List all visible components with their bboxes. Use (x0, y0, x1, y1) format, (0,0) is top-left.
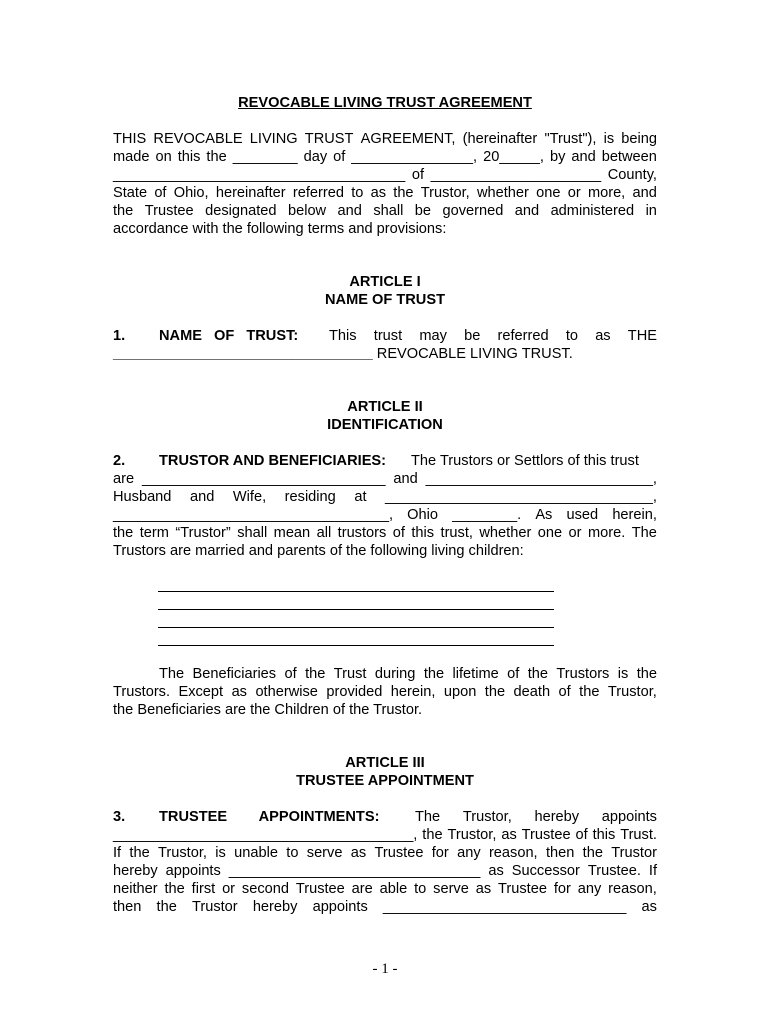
intro-line-2-word: between (601, 149, 657, 165)
article-2-line-4 (113, 506, 657, 524)
beneficiaries-line-1-word: the (527, 666, 548, 682)
intro-line-1-word: (hereinafter (462, 131, 538, 147)
article-3-line-3-word: any (457, 845, 481, 861)
article-1-line-2 (113, 345, 573, 363)
article-1-label: NAME OF TRUST: (159, 328, 299, 344)
article-2-line-3 (113, 488, 657, 506)
article-2-line-4-word: used (566, 507, 599, 523)
article-3-line-2-word: the (422, 827, 443, 843)
beneficiaries-line-1-word: Beneficiaries (192, 666, 277, 682)
article-2-line-3-word: Wife, (232, 489, 267, 505)
beneficiaries-line-2-word: the (579, 684, 600, 700)
article-3-line-6-word: ______________________________ (382, 899, 627, 915)
intro-line-5-word: be (414, 203, 432, 219)
article-3-line-6-word: as (641, 899, 657, 915)
article-2-line-1: The Trustors or Settlors of this trust (411, 453, 639, 469)
intro-line-5-word: the (113, 203, 134, 219)
beneficiaries-line-1-word: the (305, 666, 326, 682)
intro-line-1-word: TRUST (304, 131, 354, 147)
article-3-line-5-word: as (475, 881, 492, 897)
article-3-line-5-word: for (553, 881, 571, 897)
article-3-line-1 (415, 808, 657, 826)
article-3-line-3-word: Trustee (374, 845, 424, 861)
article-1-line-1 (329, 327, 657, 345)
beneficiaries-line-2-word: otherwise (255, 684, 318, 700)
article-3-line-3-word: serve (306, 845, 343, 861)
beneficiaries-line-1-word: The (159, 666, 185, 682)
child-name-blank-1 (158, 591, 554, 592)
article-1-line-1-word: THE (627, 328, 657, 344)
intro-line-1-word: REVOCABLE (153, 131, 243, 147)
trust-name-blank: ________________________________ (113, 346, 373, 362)
article-3-line-5-word: reason, (608, 881, 657, 897)
article-2-line-5-word: or (568, 525, 582, 541)
intro-line-2-word: this (177, 149, 201, 165)
article-3-number: 3. (113, 809, 126, 825)
article-2-line-5-word: “Trustor” (175, 525, 231, 541)
article-2-line-5-word: the (113, 525, 134, 541)
beneficiaries-line-2 (113, 683, 657, 701)
article-3-line-5-word: able (379, 881, 408, 897)
article-1-line-1-word: trust (373, 328, 403, 344)
intro-line-4-word: whether (476, 185, 529, 201)
article-1-line-1-word: to (565, 328, 578, 344)
article-2-line-3-word: and (189, 489, 215, 505)
beneficiaries-line-2-word: as (231, 684, 247, 700)
article-2-label: TRUSTOR AND BENEFICIARIES: (159, 453, 387, 469)
article-3-line-4-word: Successor (511, 863, 580, 879)
article-3-line-2-word: of (575, 827, 588, 843)
article-2-subheading: IDENTIFICATION (327, 417, 443, 433)
beneficiaries-line-2-word: provided (326, 684, 383, 700)
article-2-line-2-word: ______________________________ (142, 471, 386, 487)
article-3-line-5-word: first (191, 881, 216, 897)
article-3-subheading: TRUSTEE APPOINTMENT (296, 773, 474, 789)
article-1-number: 1. (113, 328, 126, 344)
article-2-line-5-word: term (139, 525, 169, 541)
article-1-line-1-word: This (329, 328, 357, 344)
article-3-line-3-word: If (113, 845, 122, 861)
intro-line-4-word: or (567, 185, 581, 201)
intro-line-3-word: _____________________ (430, 167, 602, 183)
article-3-line-4-word: hereby (113, 863, 158, 879)
article-3-line-4-word: If (648, 863, 657, 879)
intro-line-1-word: is (603, 131, 615, 147)
beneficiaries-line-2-word: Trustors. (113, 684, 171, 700)
beneficiaries-line-1-word: of (507, 666, 520, 682)
intro-line-5-word: shall (373, 203, 404, 219)
article-3-line-1-word: Trustor, (462, 809, 512, 825)
article-3-line-3-word: as (350, 845, 367, 861)
intro-line-5-word: and (337, 203, 362, 219)
beneficiaries-line-1-word: is (617, 666, 629, 682)
intro-line-2-word: and (571, 149, 596, 165)
article-3-line-2-word: Trustor, (447, 827, 497, 843)
article-3-line-5-word: neither (113, 881, 158, 897)
article-3-line-1-word: appoints (601, 809, 657, 825)
beneficiaries-line-2-word: the (484, 684, 506, 700)
beneficiaries-line-2-word: Except (178, 684, 224, 700)
article-3-line-4-word: appoints (165, 863, 221, 879)
article-1-subheading: NAME OF TRUST (325, 292, 445, 308)
article-3-line-5 (113, 880, 657, 898)
article-2-line-5-word: trust, (440, 525, 473, 541)
article-3-line-6-word: hereby (252, 899, 298, 915)
beneficiaries-line-1-word: lifetime (452, 666, 499, 682)
beneficiaries-line-1-word: during (374, 666, 416, 682)
article-2-line-4-word: herein, (612, 507, 657, 523)
intro-line-4-word: to (351, 185, 364, 201)
article-2-line-4-word: __________________________________, (113, 507, 394, 523)
article-3-line-2-word: this (592, 827, 616, 843)
article-3-line-2-word: as (501, 827, 517, 843)
article-2-line-5-word: shall (237, 525, 268, 541)
article-3-line-2-word: _____________________________________, (113, 827, 418, 843)
intro-line-4-word: hereinafter (215, 185, 286, 201)
article-3-line-3-word: for (431, 845, 449, 861)
intro-line-4-word: the (393, 185, 414, 201)
article-3-line-1-word: The (415, 809, 441, 825)
intro-line-2-word: by (549, 149, 566, 165)
article-2-line-5-word: more. (587, 525, 626, 541)
article-3-line-4-word: _______________________________ (228, 863, 481, 879)
intro-line-4-word: Ohio, (173, 185, 209, 201)
intro-line-5-word: administered (550, 203, 635, 219)
article-1-line-1-word: as (595, 328, 611, 344)
intro-line-1-word: "Trust"), (544, 131, 597, 147)
article-3-line-3-word: the (582, 845, 603, 861)
article-2-line-5 (113, 524, 657, 542)
intro-line-2-word: made (113, 149, 150, 165)
article-3-line-3-word: reason, (488, 845, 538, 861)
intro-line-1 (113, 130, 657, 148)
article-1-line-1-word: be (464, 328, 481, 344)
intro-line-2-word: 20_____, (483, 149, 544, 165)
article-3-line-5-word: the (164, 881, 185, 897)
beneficiaries-line-2-word: upon (443, 684, 477, 700)
article-3-line-4 (113, 862, 657, 880)
article-3-line-3-word: Trustor, (158, 845, 207, 861)
beneficiaries-line-1-word: of (284, 666, 297, 682)
beneficiaries-line-2-word: death (513, 684, 551, 700)
article-3-line-3-word: then (545, 845, 575, 861)
intro-line-2-word: on (155, 149, 172, 165)
intro-line-4-word: as (370, 185, 387, 201)
article-3-line-6 (113, 898, 657, 916)
article-2-number: 2. (113, 453, 126, 469)
article-3-line-4-word: as (488, 863, 504, 879)
article-2-line-2-word: and (393, 471, 418, 487)
article-3-line-5-word: any (577, 881, 602, 897)
intro-line-3-word: ____________________________________ (113, 167, 406, 183)
article-2-line-4-word: Ohio (407, 507, 438, 523)
article-3-label: TRUSTEE APPOINTMENTS: (159, 809, 380, 825)
article-3-line-5-word: are (351, 881, 373, 897)
article-3-line-5-word: Trustee (498, 881, 547, 897)
intro-line-4-word: more, (587, 185, 626, 201)
intro-line-3 (113, 166, 657, 184)
article-2-line-2-word: ____________________________, (425, 471, 657, 487)
article-3-line-6-word: appoints (312, 899, 368, 915)
intro-line-2-word: the (206, 149, 227, 165)
article-2-heading: ARTICLE II (347, 399, 423, 415)
article-3-line-3-word: unable (234, 845, 278, 861)
beneficiaries-line-2-word: Trustor, (607, 684, 657, 700)
child-name-blank-3 (158, 627, 554, 628)
intro-line-6: accordance with the following terms and provisions: (113, 221, 447, 237)
article-3-line-4-word: Trustee. (587, 863, 641, 879)
article-3-heading: ARTICLE III (345, 755, 425, 771)
article-3-line-2-word: Trust. (620, 827, 657, 843)
intro-line-4-word: referred (292, 185, 344, 201)
article-1-line-1-word: may (419, 328, 447, 344)
intro-line-2 (113, 148, 657, 166)
intro-line-4-word: of (154, 185, 167, 201)
article-2-line-3-word: residing (284, 489, 336, 505)
article-3-line-5-word: second (241, 881, 289, 897)
article-1-line-1-word: referred (497, 328, 549, 344)
article-2-line-5-word: this (411, 525, 435, 541)
page-number: - 1 - (372, 961, 398, 977)
intro-line-2-word: _______________, (351, 149, 478, 165)
article-3-line-3-word: Trustor (611, 845, 657, 861)
beneficiaries-line-2-word: herein, (390, 684, 436, 700)
intro-line-4-word: State (113, 185, 148, 201)
article-1-heading: ARTICLE I (349, 274, 421, 290)
intro-line-1-word: being (621, 131, 657, 147)
beneficiaries-line-1 (159, 665, 657, 683)
article-2-line-5-word: mean (273, 525, 311, 541)
article-3-line-5-word: serve (433, 881, 469, 897)
intro-line-1-word: AGREEMENT, (360, 131, 456, 147)
article-3-line-6-word: the (156, 899, 177, 915)
intro-line-2-word: of (333, 149, 346, 165)
intro-line-2-word: day (303, 149, 328, 165)
article-3-line-5-word: Trustee (295, 881, 345, 897)
article-3-line-3-word: to (286, 845, 299, 861)
intro-line-5-word: governed (442, 203, 504, 219)
beneficiaries-line-1-word: the (423, 666, 445, 682)
document-title: REVOCABLE LIVING TRUST AGREEMENT (238, 95, 532, 111)
article-3-line-3-word: the (129, 845, 150, 861)
intro-line-5-word: designated (205, 203, 277, 219)
child-name-blank-2 (158, 609, 554, 610)
article-3-line-1-word: hereby (534, 809, 580, 825)
intro-line-5-word: in (645, 203, 657, 219)
article-2-line-3-word: _________________________________, (385, 489, 657, 505)
intro-line-4-word: Trustor, (420, 185, 470, 201)
intro-line-1-word: THIS (113, 131, 147, 147)
article-2-line-6: Trustors are married and parents of the following living children: (113, 543, 524, 559)
article-2-line-3-word: Husband (113, 489, 172, 505)
article-3-line-2-word: Trustee (521, 827, 571, 843)
intro-line-1-word: LIVING (249, 131, 298, 147)
article-2-line-4-word: ________. (452, 507, 522, 523)
article-3-line-5-word: or (222, 881, 236, 897)
article-3-line-3 (113, 844, 657, 862)
beneficiaries-line-3: the Beneficiaries are the Children of the Trustor. (113, 702, 423, 718)
child-name-blank-4 (158, 645, 554, 646)
beneficiaries-line-2-word: of (558, 684, 571, 700)
article-3-line-6-word: Trustor (191, 899, 238, 915)
article-2-line-5-word: of (392, 525, 405, 541)
article-2-line-2 (113, 470, 657, 488)
article-2-line-5-word: trustors (337, 525, 387, 541)
intro-line-5 (113, 202, 657, 220)
intro-line-5-word: Trustee (144, 203, 194, 219)
article-2-line-5-word: The (631, 525, 657, 541)
intro-line-4 (113, 184, 657, 202)
article-2-line-5-word: all (316, 525, 332, 541)
intro-line-5-word: below (287, 203, 327, 219)
article-3-line-2 (113, 826, 657, 844)
intro-line-4-word: one (536, 185, 561, 201)
beneficiaries-line-1-word: the (636, 666, 657, 682)
article-2-line-5-word: whether (479, 525, 532, 541)
intro-line-3-word: of (411, 167, 425, 183)
intro-line-2-word: ________ (232, 149, 298, 165)
intro-line-5-word: and (514, 203, 540, 219)
article-2-line-3-word: at (354, 489, 367, 505)
beneficiaries-line-1-word: Trust (333, 666, 367, 682)
intro-line-4-word: and (632, 185, 657, 201)
article-2-line-4-word: As (535, 507, 553, 523)
article-1-line-2-text: REVOCABLE LIVING TRUST. (372, 346, 573, 362)
article-3-line-5-word: to (414, 881, 427, 897)
intro-line-3-word: County, (607, 167, 657, 183)
beneficiaries-line-1-word: Trustors (556, 666, 610, 682)
article-3-line-3-word: is (215, 845, 226, 861)
article-2-line-5-word: one (537, 525, 563, 541)
article-2-line-2-word: are (113, 471, 135, 487)
article-3-line-6-word: then (113, 899, 142, 915)
